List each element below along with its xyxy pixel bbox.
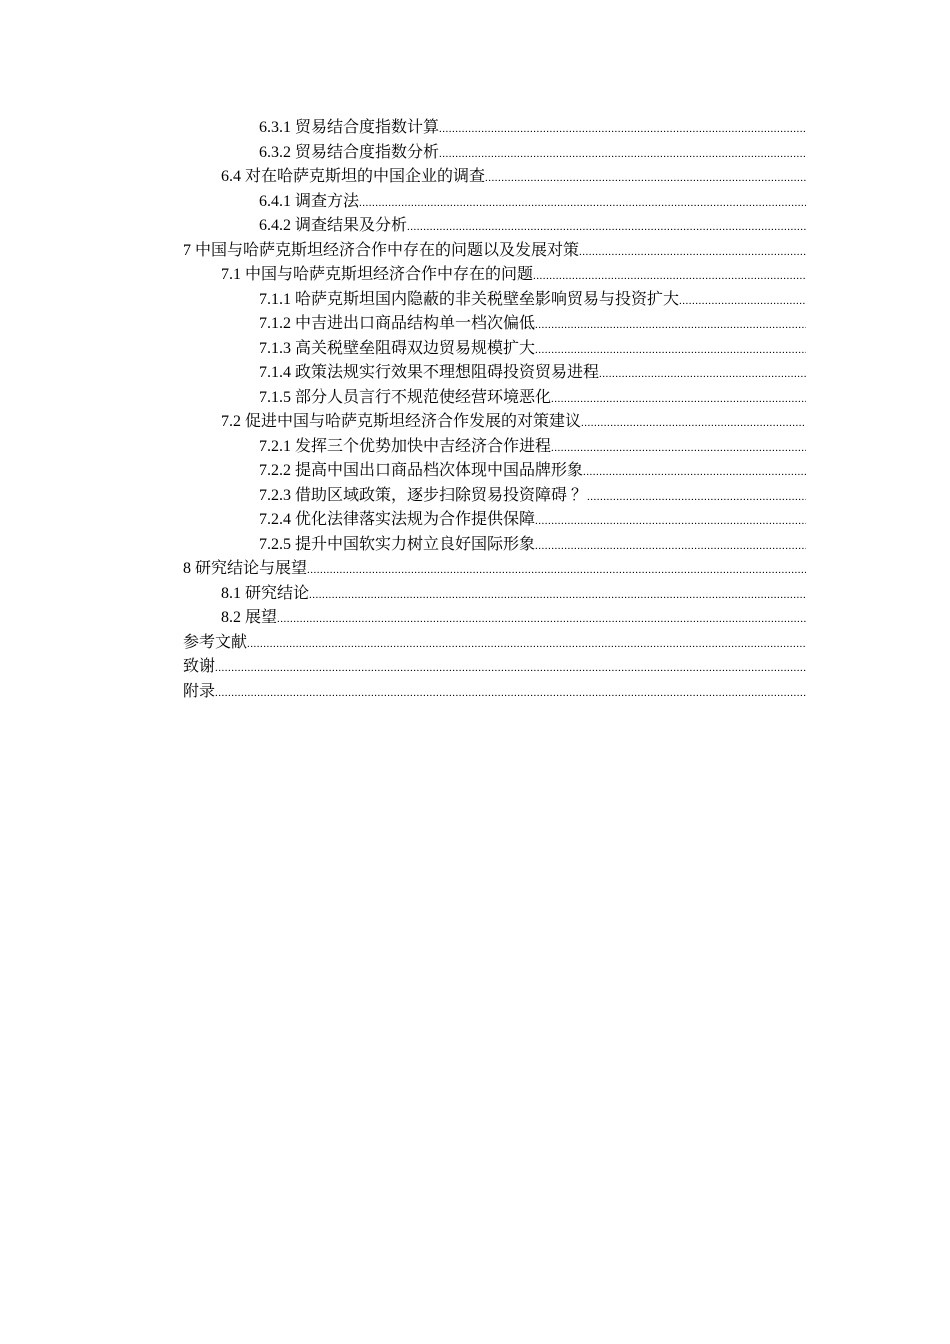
toc-entry[interactable] (183, 165, 806, 190)
toc-entry-text (259, 386, 551, 411)
toc-entry-title: 参考文献 (183, 633, 248, 651)
toc-entry-text (221, 582, 309, 607)
toc-entry-number: 8.1 (221, 584, 241, 602)
dot-leader (583, 460, 806, 484)
toc-entry-title: 优化法律落实法规为合作提供保障 (295, 511, 536, 528)
toc-entry-number: 7.2.4 (259, 511, 291, 528)
toc-entry-number: 7.1.2 (259, 315, 291, 332)
toc-entry-title: 借助区域政策，逐步扫除贸易投资障碍 ？ (295, 486, 588, 504)
toc-entry[interactable] (183, 680, 806, 705)
dot-leader (679, 289, 806, 313)
toc-entry-title: 贸易结合度指数计算 (295, 119, 440, 136)
dot-leader (599, 362, 806, 386)
toc-entry-number: 7.1.3 (259, 339, 291, 357)
toc-entry-title: 提升中国软实力树立良好国际形象 (295, 535, 536, 553)
toc-entry-number: 7.1.5 (259, 388, 291, 406)
toc-entry-number: 6.4 (221, 168, 241, 185)
toc-entry-number: 7.2.1 (259, 437, 291, 455)
dot-leader (309, 583, 806, 607)
dot-leader (535, 534, 806, 558)
toc-entry[interactable] (183, 337, 806, 362)
toc-entry-text (259, 533, 535, 558)
toc-entry-text (259, 361, 599, 386)
toc-entry-title: 部分人员言行不规范使经营环境恶化 (295, 388, 552, 406)
toc-entry-number: 6.3.1 (259, 119, 291, 136)
toc-entry-text (259, 288, 679, 313)
dot-leader (359, 191, 806, 215)
toc-entry-title: 展望 (245, 609, 278, 626)
toc-entry[interactable] (183, 386, 806, 411)
toc-entry-title: 政策法规实行效果不理想阻碍投资贸易进程 (295, 364, 600, 381)
toc-entry-title: 致谢 (183, 658, 216, 675)
toc-entry-text (259, 459, 583, 484)
dot-leader (215, 681, 806, 705)
toc-entry[interactable] (183, 508, 806, 533)
toc-entry-title: 调查方法 (295, 192, 360, 210)
toc-entry-title: 促进中国与哈萨克斯坦经济合作发展的对策建议 (245, 413, 582, 430)
dot-leader (307, 558, 806, 582)
toc-entry-text (221, 410, 581, 435)
toc-entry-text (183, 631, 247, 656)
toc-entry-number: 8.2 (221, 609, 241, 626)
toc-entry[interactable] (183, 190, 806, 215)
toc-entry-number: 7.2 (221, 413, 241, 430)
toc-entry[interactable] (183, 484, 806, 509)
toc-entry-number: 7.2.3 (259, 486, 291, 504)
toc-entry[interactable] (183, 214, 806, 239)
toc-entry-text (183, 655, 215, 680)
dot-leader (407, 215, 806, 239)
toc-entry-text (259, 508, 535, 533)
toc-entry[interactable] (183, 631, 806, 656)
dot-leader (439, 142, 806, 166)
toc-entry-number: 8 (183, 560, 191, 577)
toc-entry-title: 哈萨克斯坦国内隐蔽的非关税壁垒影响贸易与投资扩大 (295, 290, 680, 308)
toc-entry-text (259, 312, 535, 337)
toc-entry-title: 调查结果及分析 (295, 217, 408, 234)
dot-leader (247, 632, 806, 656)
dot-leader (439, 117, 806, 141)
toc-entry-number: 7.1 (221, 266, 241, 283)
toc-entry-text (221, 606, 277, 631)
toc-entry-number: 6.4.1 (259, 192, 291, 210)
toc-entry[interactable] (183, 239, 806, 264)
dot-leader (535, 509, 806, 533)
toc-entry-title: 中吉进出口商品结构单一档次偏低 (295, 315, 536, 332)
table-of-contents (183, 116, 806, 704)
toc-entry-title: 高关税壁垒阻碍双边贸易规模扩大 (295, 339, 536, 357)
toc-entry[interactable] (183, 410, 806, 435)
toc-entry[interactable] (183, 312, 806, 337)
toc-entry-title: 贸易结合度指数分析 (295, 143, 440, 161)
dot-leader (277, 607, 806, 631)
toc-entry[interactable] (183, 263, 806, 288)
toc-entry[interactable] (183, 288, 806, 313)
toc-entry-title: 研究结论与展望 (195, 560, 308, 577)
toc-entry-text (259, 337, 535, 362)
toc-entry[interactable] (183, 459, 806, 484)
toc-entry[interactable] (183, 533, 806, 558)
toc-entry-number: 7.2.2 (259, 462, 291, 479)
toc-entry-text (259, 214, 407, 239)
toc-entry-text (259, 484, 587, 509)
toc-entry-text (221, 165, 485, 190)
toc-entry-number: 7.1.1 (259, 290, 291, 308)
toc-entry-number: 7.2.5 (259, 535, 291, 553)
toc-entry-text (221, 263, 533, 288)
toc-entry[interactable] (183, 361, 806, 386)
dot-leader (535, 313, 806, 337)
toc-entry-number: 6.4.2 (259, 217, 291, 234)
toc-entry-text (259, 435, 551, 460)
toc-entry-title: 发挥三个优势加快中吉经济合作进程 (295, 437, 552, 455)
dot-leader (587, 485, 806, 509)
dot-leader (551, 387, 806, 411)
dot-leader (551, 436, 806, 460)
toc-entry-text (183, 557, 307, 582)
dot-leader (215, 656, 806, 680)
toc-entry[interactable] (183, 435, 806, 460)
toc-entry-title: 研究结论 (245, 584, 310, 602)
toc-entry-text (183, 680, 215, 705)
toc-entry-title: 对在哈萨克斯坦的中国企业的调查 (245, 168, 486, 185)
toc-entry[interactable] (183, 116, 806, 141)
toc-entry[interactable] (183, 655, 806, 680)
dot-leader (485, 166, 806, 190)
toc-entry-number: 7.1.4 (259, 364, 291, 381)
toc-entry-number: 7 (183, 241, 191, 259)
toc-entry-text (259, 116, 439, 141)
toc-entry[interactable] (183, 606, 806, 631)
toc-entry-text (259, 141, 439, 166)
toc-entry-text (259, 190, 359, 215)
dot-leader (581, 411, 806, 435)
toc-entry-title: 中国与哈萨克斯坦经济合作中存在的问题 (245, 266, 534, 283)
dot-leader (533, 264, 806, 288)
dot-leader (579, 240, 806, 264)
dot-leader (535, 338, 806, 362)
toc-entry-title: 提高中国出口商品档次体现中国品牌形象 (295, 462, 584, 479)
toc-entry[interactable] (183, 582, 806, 607)
toc-entry-title: 附录 (183, 682, 216, 700)
toc-entry-text (183, 239, 579, 264)
toc-entry-title: 中国与哈萨克斯坦经济合作中存在的问题以及发展对策 (195, 241, 580, 259)
toc-entry[interactable] (183, 557, 806, 582)
toc-entry[interactable] (183, 141, 806, 166)
toc-entry-number: 6.3.2 (259, 143, 291, 161)
